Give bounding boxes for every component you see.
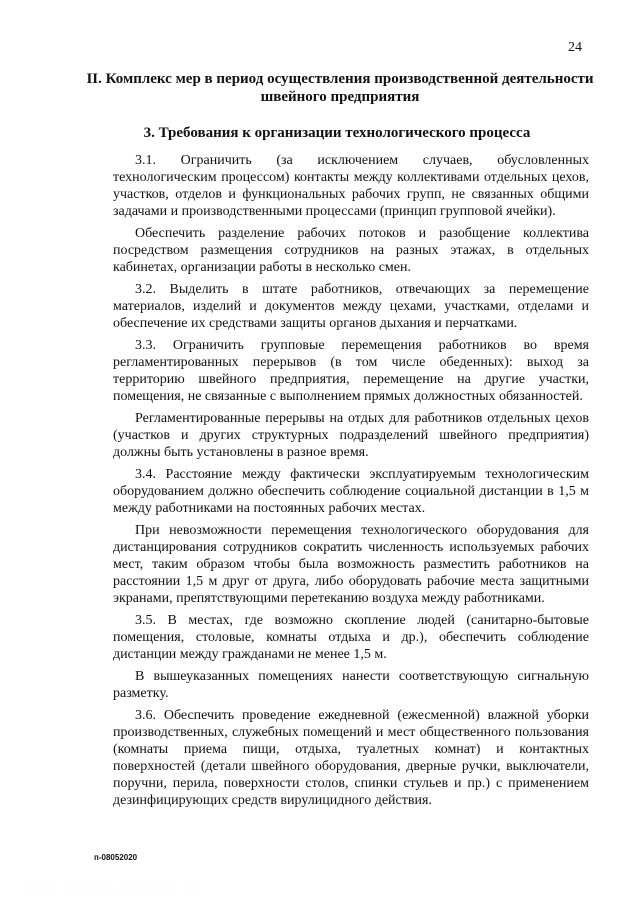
paragraph-3-6: 3.6. Обеспечить проведение ежедневной (ежесменной) влажной уборки производственных, служебных помещений и мест общественного пользования (комнаты приема пищи, отдыха, туалетных комнат) и контактных поверхностей (детали швейного оборудования, дверные ручки, выключатели, поручни, перила, поверхности столов, спинки стульев и пр.) с применением дезинфицирующих средств вирулицидного действия.: [113, 708, 589, 808]
subsection-title: 3. Требования к организации технологического процесса: [143, 125, 531, 141]
paragraph-3-3-cont: Регламентированные перерывы на отдых для работников отдельных цехов (участков и других структурных подразделений швейного предприятия) должны быть установлены в разное время.: [113, 411, 589, 460]
paragraph-3-5: 3.5. В местах, где возможно скопление людей (санитарно-бытовые помещения, столовые, комнаты отдыха и др.), обеспечить соблюдение дистанции между гражданами не менее 1,5 м.: [113, 613, 589, 662]
paragraph-3-2: 3.2. Выделить в штате работников, отвечающих за перемещение материалов, изделий и документов между цехами, участками, отделами и обеспечение их средствами защиты органов дыхания и перчатками.: [113, 282, 589, 331]
paragraph-3-1-cont: Обеспечить разделение рабочих потоков и разобщение коллектива посредством размещения сотрудников на разных этажах, в отдельных кабинетах, организации работы в несколько смен.: [113, 226, 589, 275]
scan-artifact: · · · · · · · · · · · · · · · · · · ·: [26, 885, 197, 892]
paragraph-3-4-cont: При невозможности перемещения технологического оборудования для дистанцирования сотрудников сократить численность используемых рабочих мест, таким образом чтобы была возможность разместить работников на расстоянии 1,5 м друг от друга, либо оборудовать рабочие места защитными экранами, препятствующими перетеканию воздуха между работниками.: [113, 523, 589, 606]
section-title: II. Комплекс мер в период осуществления производственной деятельности швейного предприятия: [86, 71, 594, 105]
paragraph-3-5-cont: В вышеуказанных помещениях нанести соответствующую сигнальную разметку.: [113, 669, 589, 701]
page-number: 24: [568, 40, 582, 55]
paragraph-3-1: 3.1. Ограничить (за исключением случаев, обусловленных технологическим процессом) контакты между коллективами отдельных цехов, участков, отделов и функциональных рабочих групп, не связанных общими задачами и производственными процессами (принцип групповой ячейки).: [113, 153, 589, 219]
document-code: п-08052020: [94, 853, 138, 862]
document-body: [113, 152, 589, 814]
paragraph-3-4: 3.4. Расстояние между фактически эксплуатируемым технологическим оборудованием должно обеспечить соблюдение социальной дистанции в 1,5 м между работниками на постоянных рабочих местах.: [113, 467, 589, 516]
paragraph-3-3: 3.3. Ограничить групповые перемещения работников во время регламентированных перерывов (в том числе обеденных): выход за территорию швейного предприятия, перемещение на другие участки, помещения, не связанные с выполнением прямых должностных обязанностей.: [113, 338, 589, 404]
